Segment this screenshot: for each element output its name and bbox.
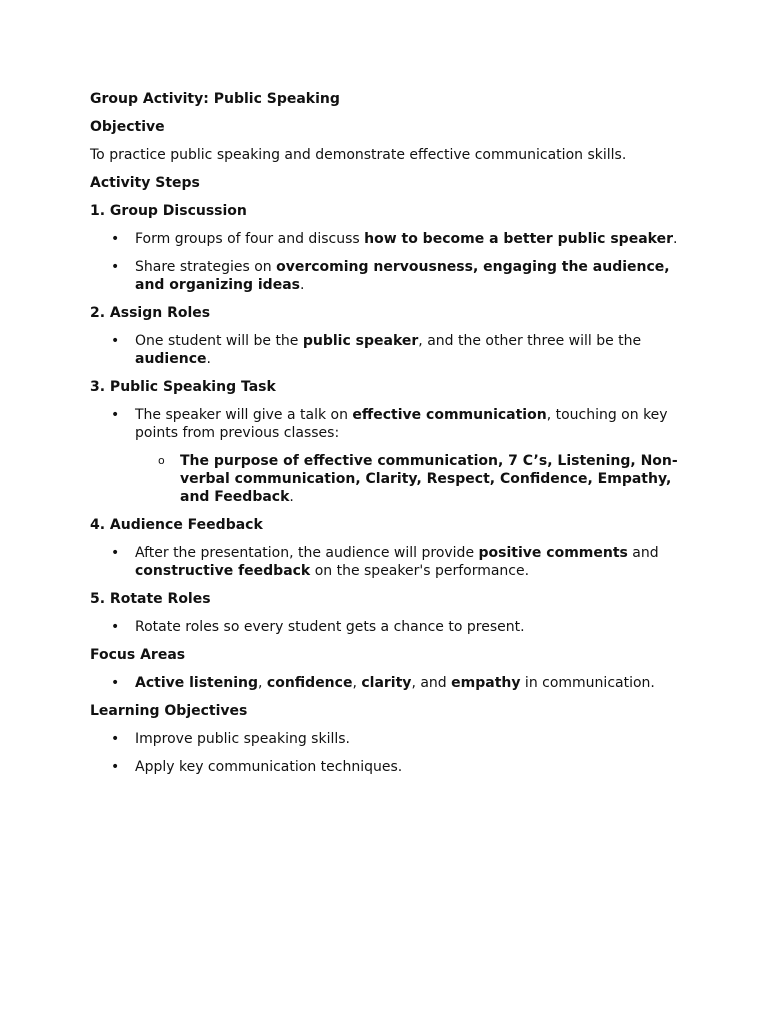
- step3-sublist: [135, 452, 680, 506]
- list-item: [90, 618, 680, 636]
- text-run: Rotate roles so every student gets a chance to present.: [135, 619, 525, 635]
- bold-run: how to become a better public speaker: [364, 231, 673, 247]
- bold-run: constructive feedback: [135, 563, 311, 579]
- text-run: The speaker will give a talk on: [135, 407, 353, 423]
- list-item: [90, 332, 680, 368]
- sub-list-item: [135, 452, 680, 506]
- list-item: • Apply key communication techniques.: [90, 758, 680, 776]
- objective-text: To practice public speaking and demonstrate effective communication skills.: [90, 147, 627, 163]
- bold-run: positive comments: [478, 545, 628, 561]
- step1-heading: 1. Group Discussion: [90, 203, 247, 219]
- focus-areas-heading: Focus Areas: [90, 647, 186, 663]
- bold-run: overcoming nervousness, engaging the audience, and organizing ideas: [135, 259, 670, 293]
- text-run: One student will be the: [135, 333, 303, 349]
- step5-list: [90, 618, 680, 636]
- activity-steps-heading: Activity Steps: [90, 175, 200, 191]
- text-run: , touching on key points from previous classes:: [135, 407, 668, 441]
- list-item: [90, 258, 680, 294]
- step4-list: [90, 544, 680, 580]
- bold-run: public speaker: [302, 333, 419, 349]
- text-run: After the presentation, the audience will provide: [135, 545, 479, 561]
- text-run: .: [206, 351, 211, 367]
- list-item: [90, 230, 680, 248]
- learning-objectives-list: [90, 730, 680, 776]
- text-run: .: [299, 277, 305, 293]
- step4-heading: 4. Audience Feedback: [90, 517, 263, 533]
- step3-list: [90, 406, 680, 506]
- text-run: and: [627, 545, 659, 561]
- step1-list: [90, 230, 680, 294]
- step2-list: [90, 332, 680, 368]
- bold-run: The purpose of effective communication, 7 C’s, Listening, Non-verbal communication, Clarity, Respect, Confidence, Empathy, and Feedback: [180, 453, 678, 505]
- bold-run: empathy: [451, 675, 521, 691]
- step3-heading: 3. Public Speaking Task: [90, 379, 276, 395]
- step2-heading: 2. Assign Roles: [90, 305, 211, 321]
- text-run: , and: [411, 675, 452, 691]
- bold-run: Active listening: [135, 675, 258, 691]
- text-run: ,: [352, 675, 362, 691]
- bold-run: clarity: [361, 675, 412, 691]
- focus-areas-list: [90, 674, 680, 692]
- text-run: .: [289, 489, 294, 505]
- text-run: in communication.: [520, 675, 655, 691]
- text-run: Form groups of four and discuss: [135, 231, 365, 247]
- text-run: .: [672, 231, 678, 247]
- list-item: [90, 544, 680, 580]
- text-run: Share strategies on: [135, 259, 277, 275]
- bold-run: audience: [135, 351, 207, 367]
- bold-run: effective communication: [352, 407, 547, 423]
- objective-heading: Objective: [90, 119, 165, 135]
- text-run: , and the other three will be the: [418, 333, 642, 349]
- list-item: [90, 406, 680, 506]
- step5-heading: 5. Rotate Roles: [90, 591, 211, 607]
- learning-objectives-heading: Learning Objectives: [90, 703, 248, 719]
- list-item: • Improve public speaking skills.: [90, 730, 680, 748]
- text-run: on the speaker's performance.: [310, 563, 530, 579]
- text-run: ,: [258, 675, 267, 691]
- list-item: [90, 674, 680, 692]
- document-title: Group Activity: Public Speaking: [90, 91, 340, 107]
- bold-run: confidence: [266, 675, 353, 691]
- document-page: [90, 90, 680, 786]
